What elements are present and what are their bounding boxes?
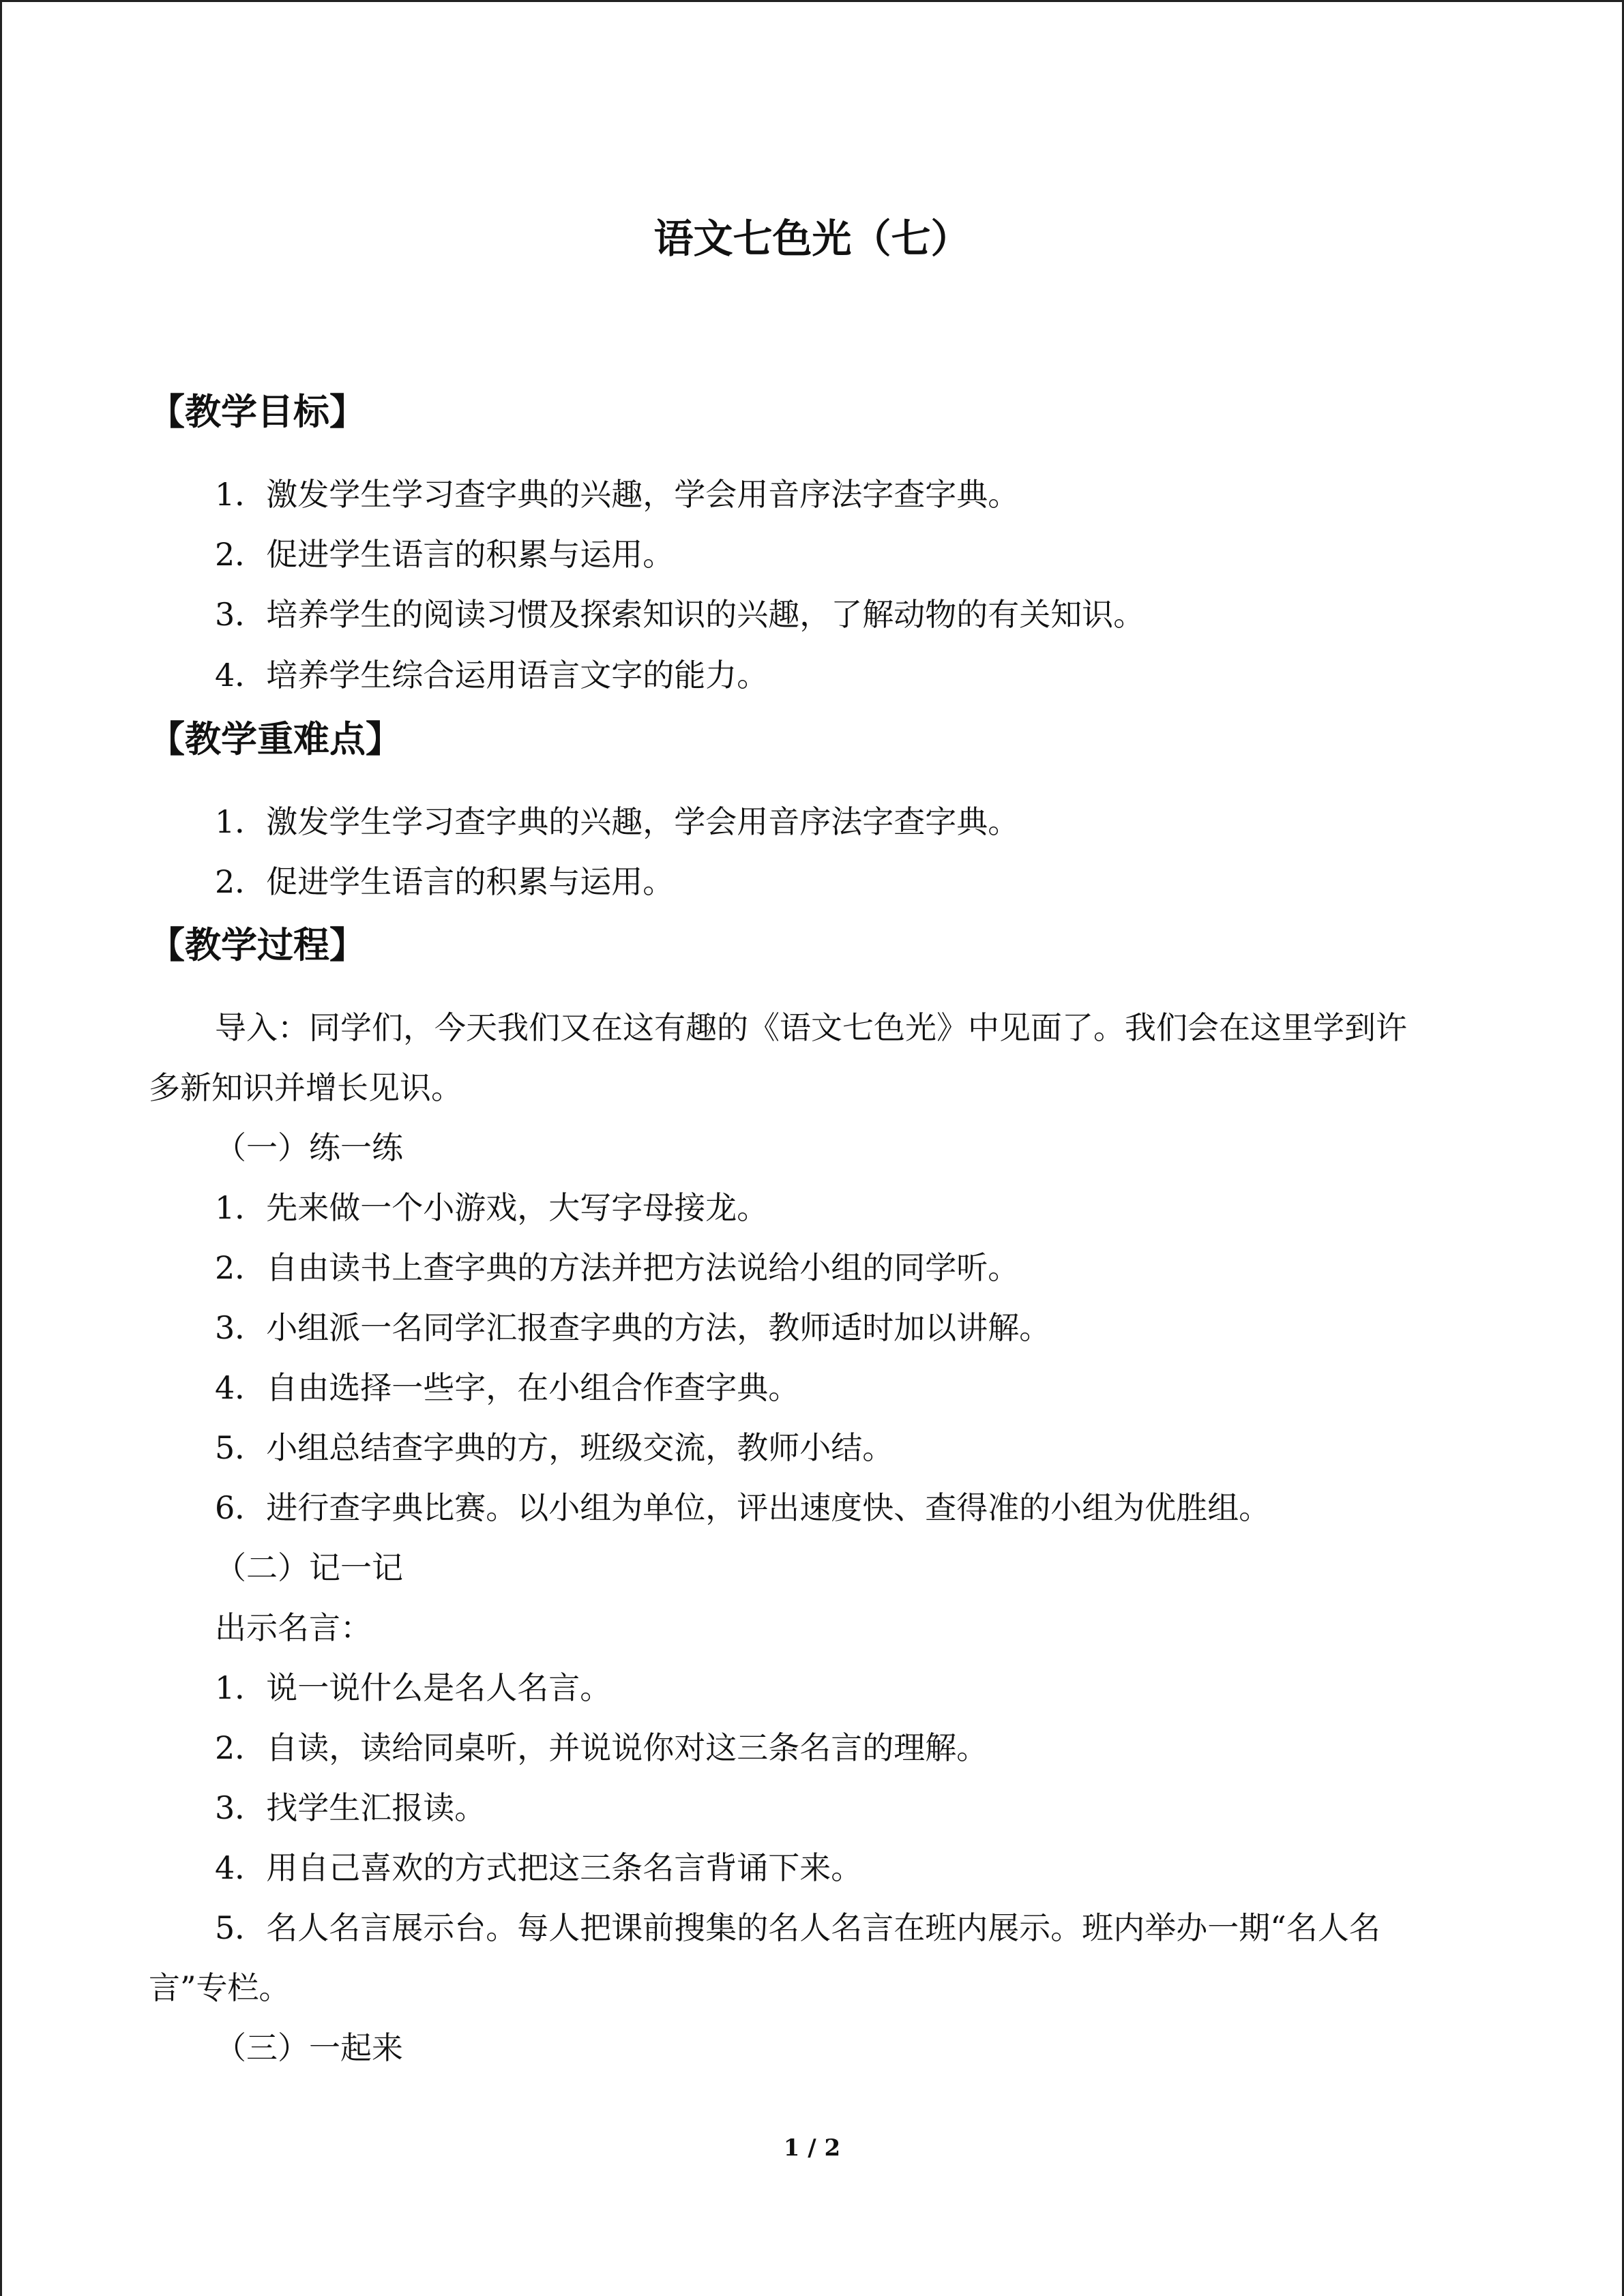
heading-teaching-goals: 【教学目标】: [149, 391, 366, 433]
goal-item-2: 2．促进学生语言的积累与运用。: [215, 536, 675, 573]
part2-item-5-line-1: 5．名人名言展示台。每人把课前搜集的名人名言在班内展示。班内举办一期“名人名: [215, 1909, 1381, 1946]
part2-intro: 出示名言：: [215, 1609, 372, 1646]
intro-line-2: 多新知识并增长见识。: [149, 1069, 462, 1106]
key-point-item-1: 1．激发学生学习查字典的兴趣，学会用音序法字查字典。: [215, 803, 1020, 840]
goal-item-4: 4．培养学生综合运用语言文字的能力。: [215, 657, 769, 694]
part1-item-1: 1．先来做一个小游戏，大写字母接龙。: [215, 1189, 769, 1226]
intro-line-1: 导入：同学们，今天我们又在这有趣的《语文七色光》中见面了。我们会在这里学到许: [215, 1009, 1407, 1046]
key-point-item-2: 2．促进学生语言的积累与运用。: [215, 863, 675, 900]
page-number: 1 / 2: [783, 2134, 841, 2162]
heading-key-points: 【教学重难点】: [149, 719, 402, 760]
goal-item-3: 3．培养学生的阅读习惯及探索知识的兴趣，了解动物的有关知识。: [215, 596, 1145, 633]
part2-item-1: 1．说一说什么是名人名言。: [215, 1669, 612, 1706]
part1-label: （一）练一练: [215, 1129, 403, 1166]
part2-item-2: 2．自读，读给同桌听，并说说你对这三条名言的理解。: [215, 1729, 988, 1766]
heading-teaching-process: 【教学过程】: [149, 925, 366, 966]
part2-item-3: 3．找学生汇报读。: [215, 1789, 486, 1826]
part1-item-5: 5．小组总结查字典的方，班级交流，教师小结。: [215, 1429, 894, 1466]
document-title: 语文七色光（七）: [653, 215, 971, 262]
part2-item-5-line-2: 言”专栏。: [149, 1969, 291, 2006]
part1-item-4: 4．自由选择一些字，在小组合作查字典。: [215, 1369, 800, 1406]
part3-label: （三）一起来: [215, 2029, 403, 2066]
part2-label: （二）记一记: [215, 1549, 403, 1586]
part1-item-2: 2．自由读书上查字典的方法并把方法说给小组的同学听。: [215, 1249, 1020, 1286]
part1-item-3: 3．小组派一名同学汇报查字典的方法，教师适时加以讲解。: [215, 1309, 1051, 1346]
part1-item-6: 6．进行查字典比赛。以小组为单位，评出速度快、查得准的小组为优胜组。: [215, 1489, 1271, 1526]
goal-item-1: 1．激发学生学习查字典的兴趣，学会用音序法字查字典。: [215, 476, 1020, 513]
part2-item-4: 4．用自己喜欢的方式把这三条名言背诵下来。: [215, 1849, 863, 1886]
